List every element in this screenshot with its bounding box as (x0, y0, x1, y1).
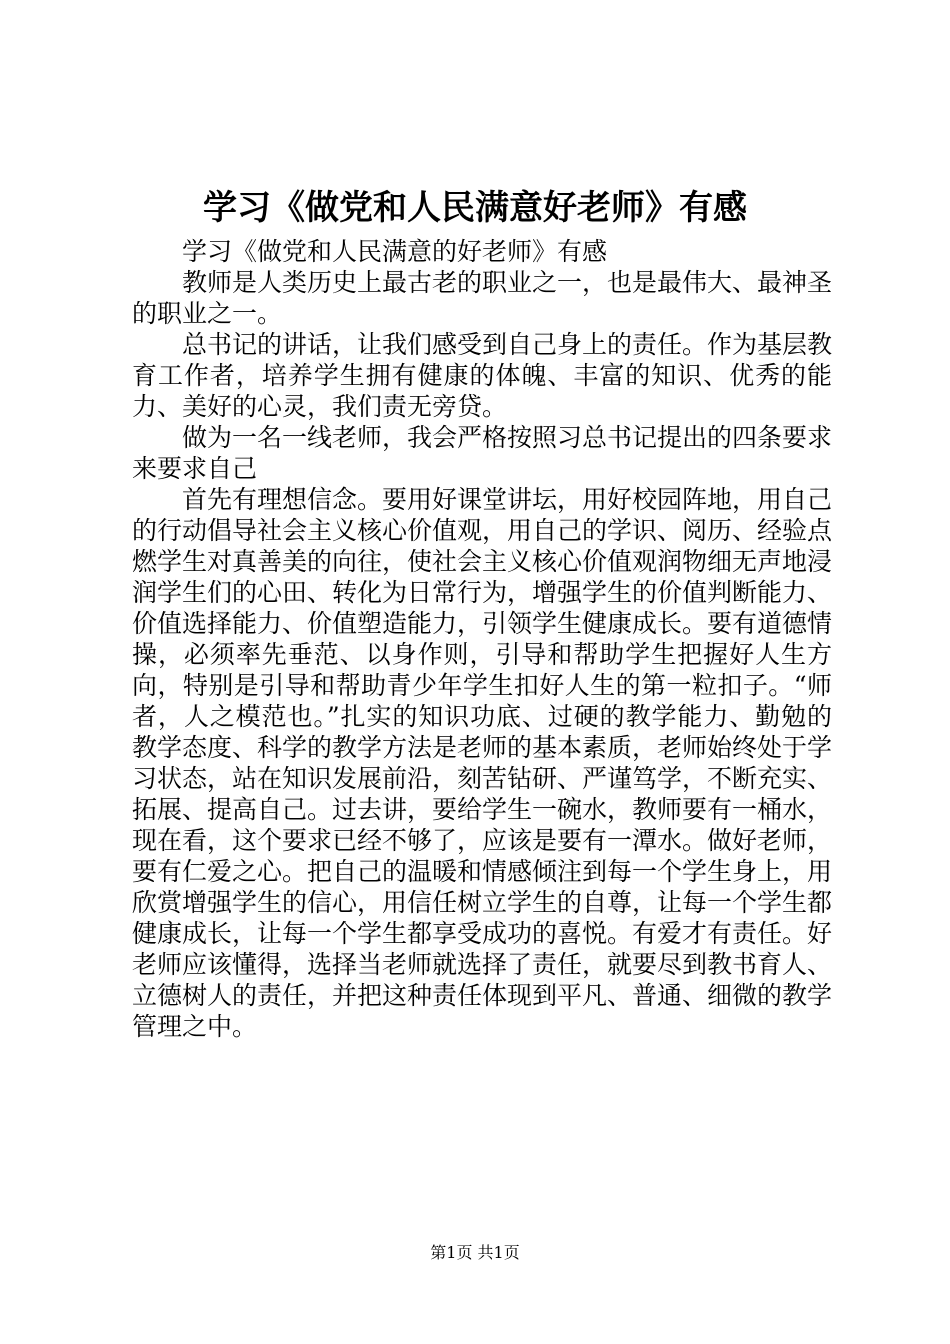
paragraph-responsibility: 总书记的讲话，让我们感受到自己身上的责任。作为基层教育工作者，培养学生拥有健康的体魄、丰富的知识、优秀的能力、美好的心灵，我们责无旁贷。 (132, 330, 833, 421)
paragraph-main: 首先有理想信念。要用好课堂讲坛，用好校园阵地，用自己的行动倡导社会主义核心价值观，用自己的学识、阅历、经验点燃学生对真善美的向往，使社会主义核心价值观润物细无声地浸润学生们的心田、转化为日常行为，增强学生的价值判断能力、价值选择能力、价值塑造能力，引领学生健康成长。要有道德情操，必须率先垂范、以身作则，引导和帮助学生把握好人生方向，特别是引导和帮助青少年学生扣好人生的第一粒扣子。“师者，人之模范也。”扎实的知识功底、过硬的教学能力、勤勉的教学态度、科学的教学方法是老师的基本素质，老师始终处于学习状态，站在知识发展前沿，刻苦钻研、严谨笃学，不断充实、拓展、提高自己。过去讲，要给学生一碗水，教师要有一桶水，现在看，这个要求已经不够了，应该是要有一潭水。做好老师，要有仁爱之心。把自己的温暖和情感倾注到每一个学生身上，用欣赏增强学生的信心，用信任树立学生的自尊，让每一个学生都健康成长，让每一个学生都享受成功的喜悦。有爱才有责任。好老师应该懂得，选择当老师就选择了责任，就要尽到教书育人、立德树人的责任，并把这种责任体现到平凡、普通、细微的教学管理之中。 (132, 485, 833, 1041)
page-number-footer: 第1页 共1页 (430, 1243, 520, 1262)
document-title: 学习《做党和人民满意好老师》有感 (203, 188, 747, 228)
paragraph-requirements: 做为一名一线老师，我会严格按照习总书记提出的四条要求来要求自己 (132, 423, 833, 483)
paragraph-intro: 教师是人类历史上最古老的职业之一，也是最伟大、最神圣的职业之一。 (132, 268, 833, 328)
paragraph-subtitle: 学习《做党和人民满意的好老师》有感 (182, 237, 608, 266)
document-body (132, 236, 832, 1042)
